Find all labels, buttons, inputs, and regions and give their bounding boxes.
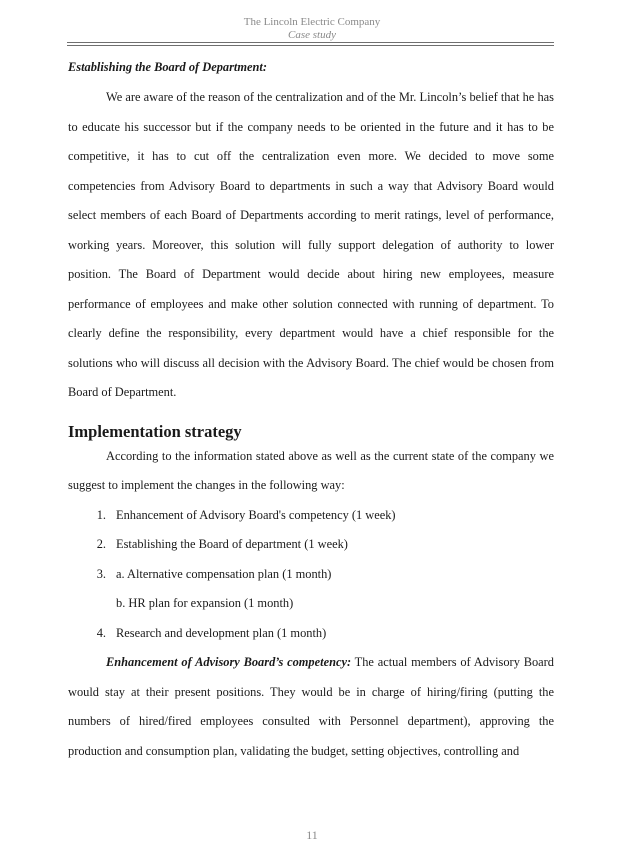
list-item-number: 2.	[96, 537, 106, 551]
inline-heading-advisory-board: Enhancement of Advisory Board’s competency:	[106, 655, 352, 669]
page-number: 11	[306, 828, 318, 842]
paragraph-advisory-board-competency: Enhancement of Advisory Board’s competency: The actual members of Advisory Board would stay at their present positions. They would be in charge of hiring/firing (putting the numbers of hired/fired employees consulted with Personnel department), approving the production and consumption plan, validating the budget, setting objectives, controlling and	[68, 655, 554, 758]
header-subtitle: Case study	[288, 29, 336, 41]
header-rule-top	[67, 42, 554, 43]
list-item-number: 1.	[96, 507, 106, 522]
running-header	[0, 16, 624, 42]
paragraph-implementation-intro: According to the information stated above as well as the current state of the company we suggest to implement the changes in the following way:	[68, 448, 554, 492]
list-item-text: Research and development plan (1 month)	[116, 625, 327, 640]
list-item-number	[68, 589, 106, 619]
list-item-number: 4.	[96, 625, 106, 640]
paragraph-board-of-department: We are aware of the reason of the centralization and of the Mr. Lincoln’s belief that he has to educate his successor but if the company needs to be oriented in the future and it has to be competitive, it has to cut off the centralization even more. We decided to move some competencies from Advisory Board to departments in such a way that Advisory Board would select members of each Board of Departments according to merit ratings, level of performance, working years. Moreover, this solution will fully support delegation of authority to lower position. The Board of Department would decide about hiring new employees, measure performance of employees and make other solution connected with running of department. To clearly define the responsibility, every department would have a chief responsible for the solutions who will discuss all decision with the Advisory Board. The chief would be chosen from Board of Department.	[68, 90, 555, 399]
list-item-text: Establishing the Board of department (1 week)	[116, 537, 348, 551]
list-item	[68, 530, 554, 560]
list-item	[68, 501, 554, 531]
list-item	[68, 589, 554, 619]
list-item-number: 3.	[96, 566, 106, 581]
page-body	[68, 56, 554, 766]
section-heading-board-of-department: Establishing the Board of Department:	[68, 60, 267, 74]
list-item-text: b. HR plan for expansion (1 month)	[116, 596, 294, 610]
header-company: The Lincoln Electric Company	[243, 16, 381, 28]
implementation-steps-list	[68, 501, 554, 649]
list-item-text: a. Alternative compensation plan (1 month)	[116, 566, 332, 581]
list-item	[68, 560, 554, 590]
section-heading-implementation-strategy: Implementation strategy	[68, 421, 242, 441]
list-item	[68, 619, 554, 649]
header-rule-bottom	[67, 45, 554, 46]
list-item-text: Enhancement of Advisory Board's competency (1 week)	[116, 507, 396, 522]
